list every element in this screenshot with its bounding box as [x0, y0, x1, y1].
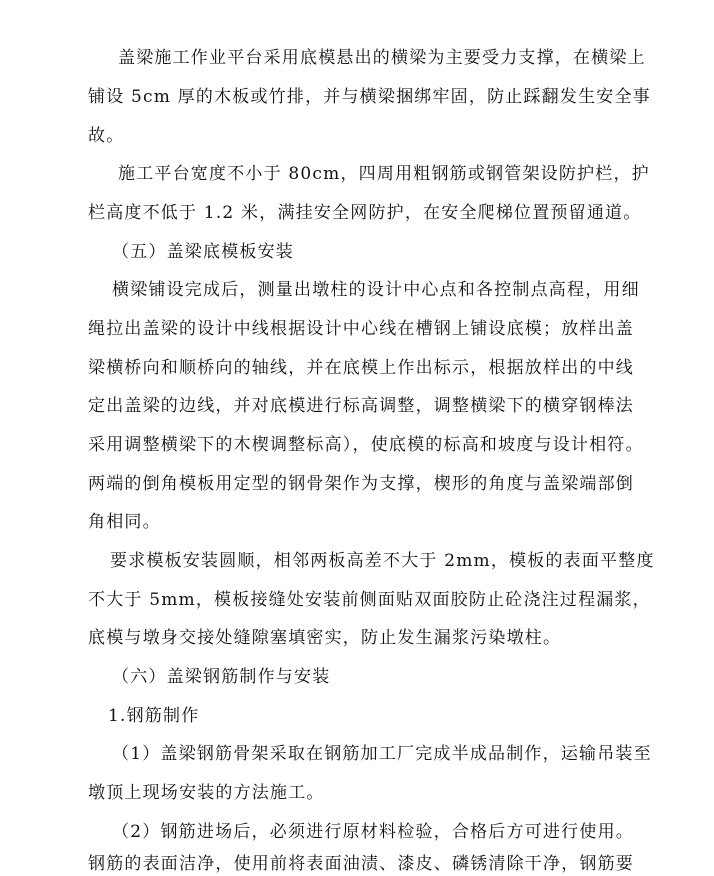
paragraph-4-line-2: 不大于 5mm，模板接缝处安装前侧面贴双面胶防止砼浇注过程漏浆， — [88, 590, 651, 610]
paragraph-4-line-1: 要求模板安装圆顺，相邻两板高差不大于 2mm，模板的表面平整度 — [110, 551, 655, 571]
paragraph-6-line-1: （2）钢筋进场后，必须进行原材料检验，合格后方可进行使用。 — [112, 822, 634, 842]
section-heading-6: （六）盖梁钢筋制作与安装 — [112, 667, 331, 687]
paragraph-3-line-7: 角相同。 — [88, 512, 161, 532]
paragraph-4-line-3: 底模与墩身交接处缝隙塞填密实，防止发生漏浆污染墩柱。 — [88, 628, 562, 648]
paragraph-3-line-4: 定出盖梁的边线，并对底模进行标高调整，调整横梁下的横穿钢棒法 — [88, 396, 634, 416]
paragraph-3-line-6: 两端的倒角模板用定型的钢骨架作为支撑，楔形的角度与盖梁端部倒 — [88, 474, 634, 494]
section-heading-5: （五）盖梁底模板安装 — [112, 242, 294, 262]
paragraph-5-line-1: （1）盖梁钢筋骨架采取在钢筋加工厂完成半成品制作，运输吊装至 — [112, 744, 652, 764]
paragraph-3-line-3: 梁横桥向和顺桥向的轴线，并在底模上作出标示，根据放样出的中线 — [88, 358, 634, 378]
paragraph-6-line-2: 钢筋的表面洁净，使用前将表面油渍、漆皮、磷锈清除干净，钢筋要 — [88, 854, 634, 874]
paragraph-1-line-1: 盖梁施工作业平台采用底模悬出的横梁为主要受力支撑，在横梁上 — [118, 48, 646, 68]
paragraph-3-line-1: 横梁铺设完成后，测量出墩柱的设计中心点和各控制点高程，用细 — [112, 280, 640, 300]
paragraph-3-line-5: 采用调整横梁下的木楔调整标高），使底模的标高和坡度与设计相符。 — [88, 435, 644, 455]
paragraph-3-line-2: 绳拉出盖梁的设计中线根据设计中心线在槽钢上铺设底模；放样出盖 — [88, 319, 634, 339]
paragraph-1-line-3: 故。 — [88, 126, 125, 146]
paragraph-1-line-2: 铺设 5cm 厚的木板或竹排，并与横梁捆绑牢固，防止踩翻发生安全事 — [88, 87, 651, 107]
subsection-heading-6-1: 1.钢筋制作 — [108, 706, 200, 726]
paragraph-2-line-1: 施工平台宽度不小于 80cm，四周用粗钢筋或钢管架设防护栏，护 — [118, 164, 650, 184]
paragraph-5-line-2: 墩顶上现场安装的方法施工。 — [88, 783, 325, 803]
paragraph-2-line-2: 栏高度不低于 1.2 米，满挂安全网防护，在安全爬梯位置预留通道。 — [88, 203, 642, 223]
